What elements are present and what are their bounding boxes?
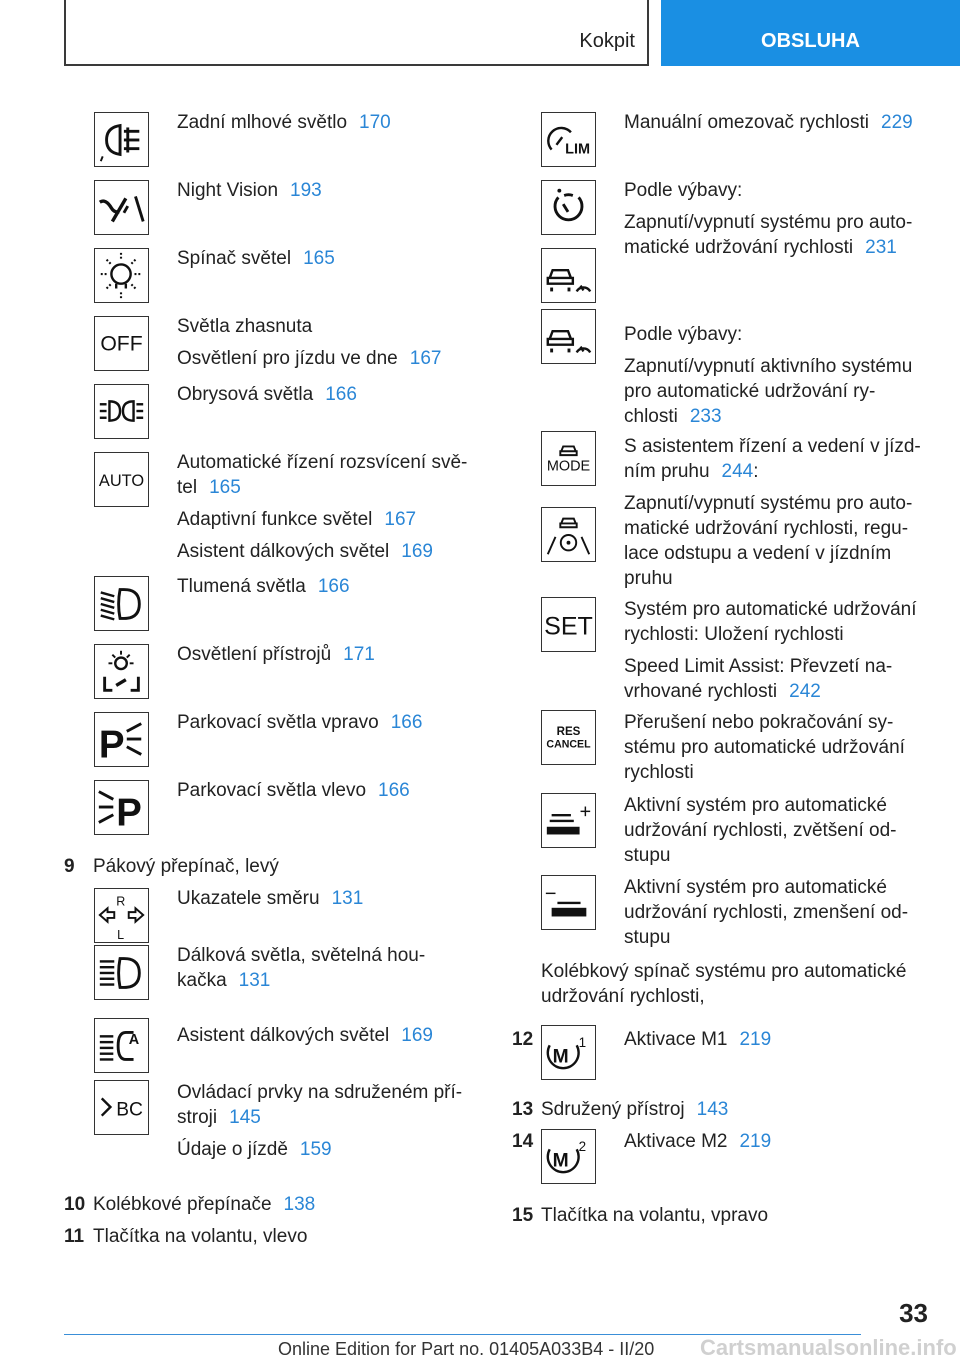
- item-label: Dálková světla, světelná hou-: [177, 945, 426, 966]
- svg-text:RES: RES: [556, 726, 581, 739]
- item-label: matické udržování rychlosti, regu-: [624, 518, 909, 539]
- list-item: [64, 246, 474, 314]
- rocker-switch-text: [512, 959, 932, 1021]
- item-label: ním pruhu: [624, 461, 710, 482]
- cruise-control-icon: [541, 180, 596, 235]
- item-label: Podle výbavy:: [624, 180, 743, 201]
- list-item: [512, 875, 932, 959]
- svg-text:M: M: [552, 1150, 569, 1172]
- item-number: 12: [512, 1029, 534, 1050]
- list-item: [64, 574, 474, 642]
- list-item: [512, 1203, 932, 1235]
- item-label: Adaptivní funkce světel: [177, 509, 373, 530]
- svg-text:SET: SET: [544, 612, 593, 641]
- left-column: [64, 110, 474, 1256]
- list-item: [64, 943, 474, 1023]
- chapter-tab[interactable]: OBSLUHA: [661, 0, 960, 66]
- item-label: udržování rychlosti, zvětšení od-: [624, 820, 897, 841]
- auto-icon: [94, 452, 149, 507]
- item-label: Světla zhasnuta: [177, 316, 313, 337]
- item-label: Zapnutí/vypnutí systému pro auto-: [624, 212, 913, 233]
- item-label: stupu: [624, 927, 671, 948]
- list-item: [64, 382, 474, 450]
- page-ref-link[interactable]: 131: [331, 888, 364, 909]
- rear-fog-light-icon: [94, 112, 149, 167]
- item-label: Aktivní systém pro automatické: [624, 877, 887, 898]
- item-label: Spínač světel: [177, 248, 292, 269]
- list-item: [64, 314, 474, 382]
- light-switch-icon: [94, 248, 149, 303]
- list-item: [64, 178, 474, 246]
- item-label: Ukazatele směru: [177, 888, 320, 909]
- item-label: matické udržování rychlosti: [624, 237, 854, 258]
- page-ref-link[interactable]: 169: [401, 541, 433, 562]
- section-title: Kokpit: [579, 30, 635, 52]
- item-label: rychlosti: Uložení rychlosti: [624, 624, 844, 645]
- page-ref-link[interactable]: 165: [303, 248, 335, 269]
- item-number: 13: [512, 1099, 534, 1120]
- item-label: Obrysová světla: [177, 384, 314, 405]
- item-label: Osvětlení přístrojů: [177, 644, 332, 665]
- item-label: Kolébkové přepínače: [93, 1194, 272, 1215]
- item-label: stupu: [624, 845, 671, 866]
- item-label: stému pro automatické udržování: [624, 737, 905, 758]
- item-label: pruhu: [624, 568, 673, 589]
- item-number: 10: [64, 1194, 86, 1215]
- cruise-car-icon: [541, 248, 596, 303]
- list-item: [64, 710, 474, 778]
- item-label: Night Vision: [177, 180, 279, 201]
- item-label: Přerušení nebo pokračování sy-: [624, 712, 894, 733]
- page-ref-link[interactable]: 166: [317, 576, 350, 597]
- parking-right-icon: [94, 712, 149, 767]
- list-item: [64, 1224, 474, 1256]
- item-suffix: :: [753, 461, 759, 482]
- page-ref-link[interactable]: 166: [378, 780, 410, 801]
- page-ref-link[interactable]: 229: [881, 112, 913, 133]
- page-ref-link[interactable]: 166: [325, 384, 357, 405]
- item-label: rychlosti: [624, 762, 694, 783]
- svg-text:AUTO: AUTO: [98, 471, 145, 490]
- svg-text:1: 1: [578, 1035, 587, 1051]
- item-label: Ovládací prvky na sdruženém pří-: [177, 1082, 463, 1103]
- page-ref-link[interactable]: 159: [299, 1139, 332, 1160]
- page-ref-link[interactable]: 138: [283, 1194, 316, 1215]
- list-item: [512, 1129, 932, 1203]
- parking-left-icon: [94, 780, 149, 835]
- instrument-lighting-icon: [94, 644, 149, 699]
- item-number: 9: [64, 856, 75, 877]
- list-item: [64, 1023, 474, 1080]
- item-label: Zapnutí/vypnutí aktivního systému: [624, 356, 913, 377]
- page-ref-link[interactable]: 166: [390, 712, 423, 733]
- svg-text:LIM: LIM: [565, 141, 590, 158]
- item-label: Tlačítka na volantu, vlevo: [93, 1226, 308, 1247]
- page-ref-link[interactable]: 167: [384, 509, 417, 530]
- item-label: Údaje o jízdě: [177, 1139, 288, 1160]
- item-label: Aktivace M2: [624, 1131, 728, 1152]
- item-label: stroji: [177, 1107, 218, 1128]
- item-label: Systém pro automatické udržování: [624, 599, 917, 620]
- item-number: 14: [512, 1131, 534, 1152]
- item-label: Tlačítka na volantu, vpravo: [541, 1205, 769, 1226]
- item-label: vrhované rychlosti: [624, 681, 778, 702]
- list-item: [512, 710, 932, 793]
- page-ref-link[interactable]: 193: [290, 180, 322, 201]
- svg-text:L: L: [117, 928, 125, 942]
- item-label: kačka: [177, 970, 227, 991]
- page-ref-link[interactable]: 145: [229, 1107, 261, 1128]
- item-label: chlosti: [624, 406, 678, 427]
- item-label: Automatické řízení rozsvícení svě-: [177, 452, 468, 473]
- item-label: Kolébkový spínač systému pro automatické: [541, 961, 907, 982]
- high-beam-icon: [94, 945, 149, 1000]
- item-label: Sdružený přístroj: [541, 1099, 685, 1120]
- svg-text:OFF: OFF: [100, 332, 143, 356]
- page-ref-link[interactable]: 171: [343, 644, 375, 665]
- svg-text:A: A: [128, 1032, 140, 1049]
- off-icon: [94, 316, 149, 371]
- list-item: [64, 450, 474, 574]
- active-cruise-icon: [541, 309, 596, 364]
- page-ref-link[interactable]: 219: [739, 1131, 772, 1152]
- item-label: Zadní mlhové světlo: [177, 112, 348, 133]
- item-label: Asistent dálkových světel: [177, 541, 390, 562]
- m2-icon: [541, 1129, 596, 1184]
- distance-decrease-icon: [541, 875, 596, 930]
- list-item: [512, 597, 932, 710]
- item-label: Speed Limit Assist: Převzetí na-: [624, 656, 893, 677]
- watermark: Cartsmanualsonline.info: [700, 1335, 957, 1360]
- bc-icon: [94, 1080, 149, 1135]
- item-number: 15: [512, 1205, 534, 1226]
- list-item: [64, 110, 474, 178]
- list-item: [64, 886, 474, 943]
- header-box: [64, 0, 649, 66]
- page-ref-link[interactable]: 131: [238, 970, 271, 991]
- svg-text:2: 2: [578, 1139, 587, 1155]
- svg-text:P: P: [98, 723, 125, 766]
- item-number: 11: [64, 1226, 85, 1247]
- item-label: Parkovací světla vlevo: [177, 780, 367, 801]
- list-item: [512, 1097, 932, 1129]
- list-item: [64, 854, 474, 886]
- item-label: Tlumená světla: [177, 576, 306, 597]
- item-label: Parkovací světla vpravo: [177, 712, 379, 733]
- item-label: Aktivace M1: [624, 1029, 728, 1050]
- footer-edition: Online Edition for Part no. 01405A033B4 - II/20: [278, 1339, 655, 1359]
- page-ref-link[interactable]: 170: [359, 112, 391, 133]
- speed-limiter-icon: [541, 112, 596, 167]
- m1-icon: [541, 1025, 596, 1080]
- lane-assist-icon: [541, 507, 596, 562]
- item-label: pro automatické udržování ry-: [624, 381, 876, 402]
- item-label: Asistent dálkových světel: [177, 1025, 390, 1046]
- page-ref-link[interactable]: 231: [865, 237, 897, 258]
- item-label: lace odstupu a vedení v jízdním: [624, 543, 892, 564]
- night-vision-icon: [94, 180, 149, 235]
- page-ref-link[interactable]: 167: [409, 348, 442, 369]
- res-cancel-icon: [541, 710, 596, 765]
- list-item: [512, 178, 932, 322]
- high-beam-assistant-icon: [94, 1018, 149, 1073]
- svg-text:BC: BC: [116, 1099, 143, 1121]
- page-ref-link[interactable]: 233: [689, 406, 722, 427]
- low-beam-icon: [94, 576, 149, 631]
- page-ref-link[interactable]: 242: [789, 681, 821, 702]
- svg-text:CANCEL: CANCEL: [546, 738, 591, 751]
- item-label: udržování rychlosti, zmenšení od-: [624, 902, 909, 923]
- turn-signal-icon: [94, 888, 149, 943]
- mode-icon: [541, 431, 596, 486]
- svg-text:M: M: [552, 1046, 569, 1068]
- item-label: S asistentem řízení a vedení v jízd-: [624, 436, 921, 457]
- distance-increase-icon: [541, 793, 596, 848]
- list-item: [512, 793, 932, 875]
- page-ref-link[interactable]: 244: [721, 461, 754, 482]
- page-ref-link[interactable]: 143: [696, 1099, 729, 1120]
- item-label: Pákový přepínač, levý: [93, 856, 279, 877]
- item-label: Manuální omezovač rychlosti: [624, 112, 869, 133]
- list-item: [64, 642, 474, 710]
- list-item: [512, 1021, 932, 1097]
- item-label: Osvětlení pro jízdu ve dne: [177, 348, 398, 369]
- list-item: [512, 322, 932, 434]
- item-label: udržování rychlosti,: [541, 986, 705, 1007]
- item-label: Zapnutí/vypnutí systému pro auto-: [624, 493, 913, 514]
- page-number: 33: [899, 1298, 928, 1328]
- page-ref-link[interactable]: 169: [401, 1025, 433, 1046]
- page-ref-link[interactable]: 219: [739, 1029, 772, 1050]
- list-item: [64, 778, 474, 854]
- parking-lights-icon: [94, 384, 149, 439]
- list-item: [64, 1080, 474, 1192]
- svg-text:P: P: [116, 791, 142, 834]
- list-item: [512, 434, 932, 597]
- right-column: [512, 110, 932, 1235]
- svg-text:MODE: MODE: [546, 458, 591, 475]
- item-label: Podle výbavy:: [624, 324, 743, 345]
- list-item: [64, 1192, 474, 1224]
- set-icon: [541, 597, 596, 652]
- item-label: tel: [177, 477, 198, 498]
- page-ref-link[interactable]: 165: [209, 477, 241, 498]
- svg-text:R: R: [116, 894, 126, 909]
- list-item: [512, 110, 932, 178]
- item-label: Aktivní systém pro automatické: [624, 795, 887, 816]
